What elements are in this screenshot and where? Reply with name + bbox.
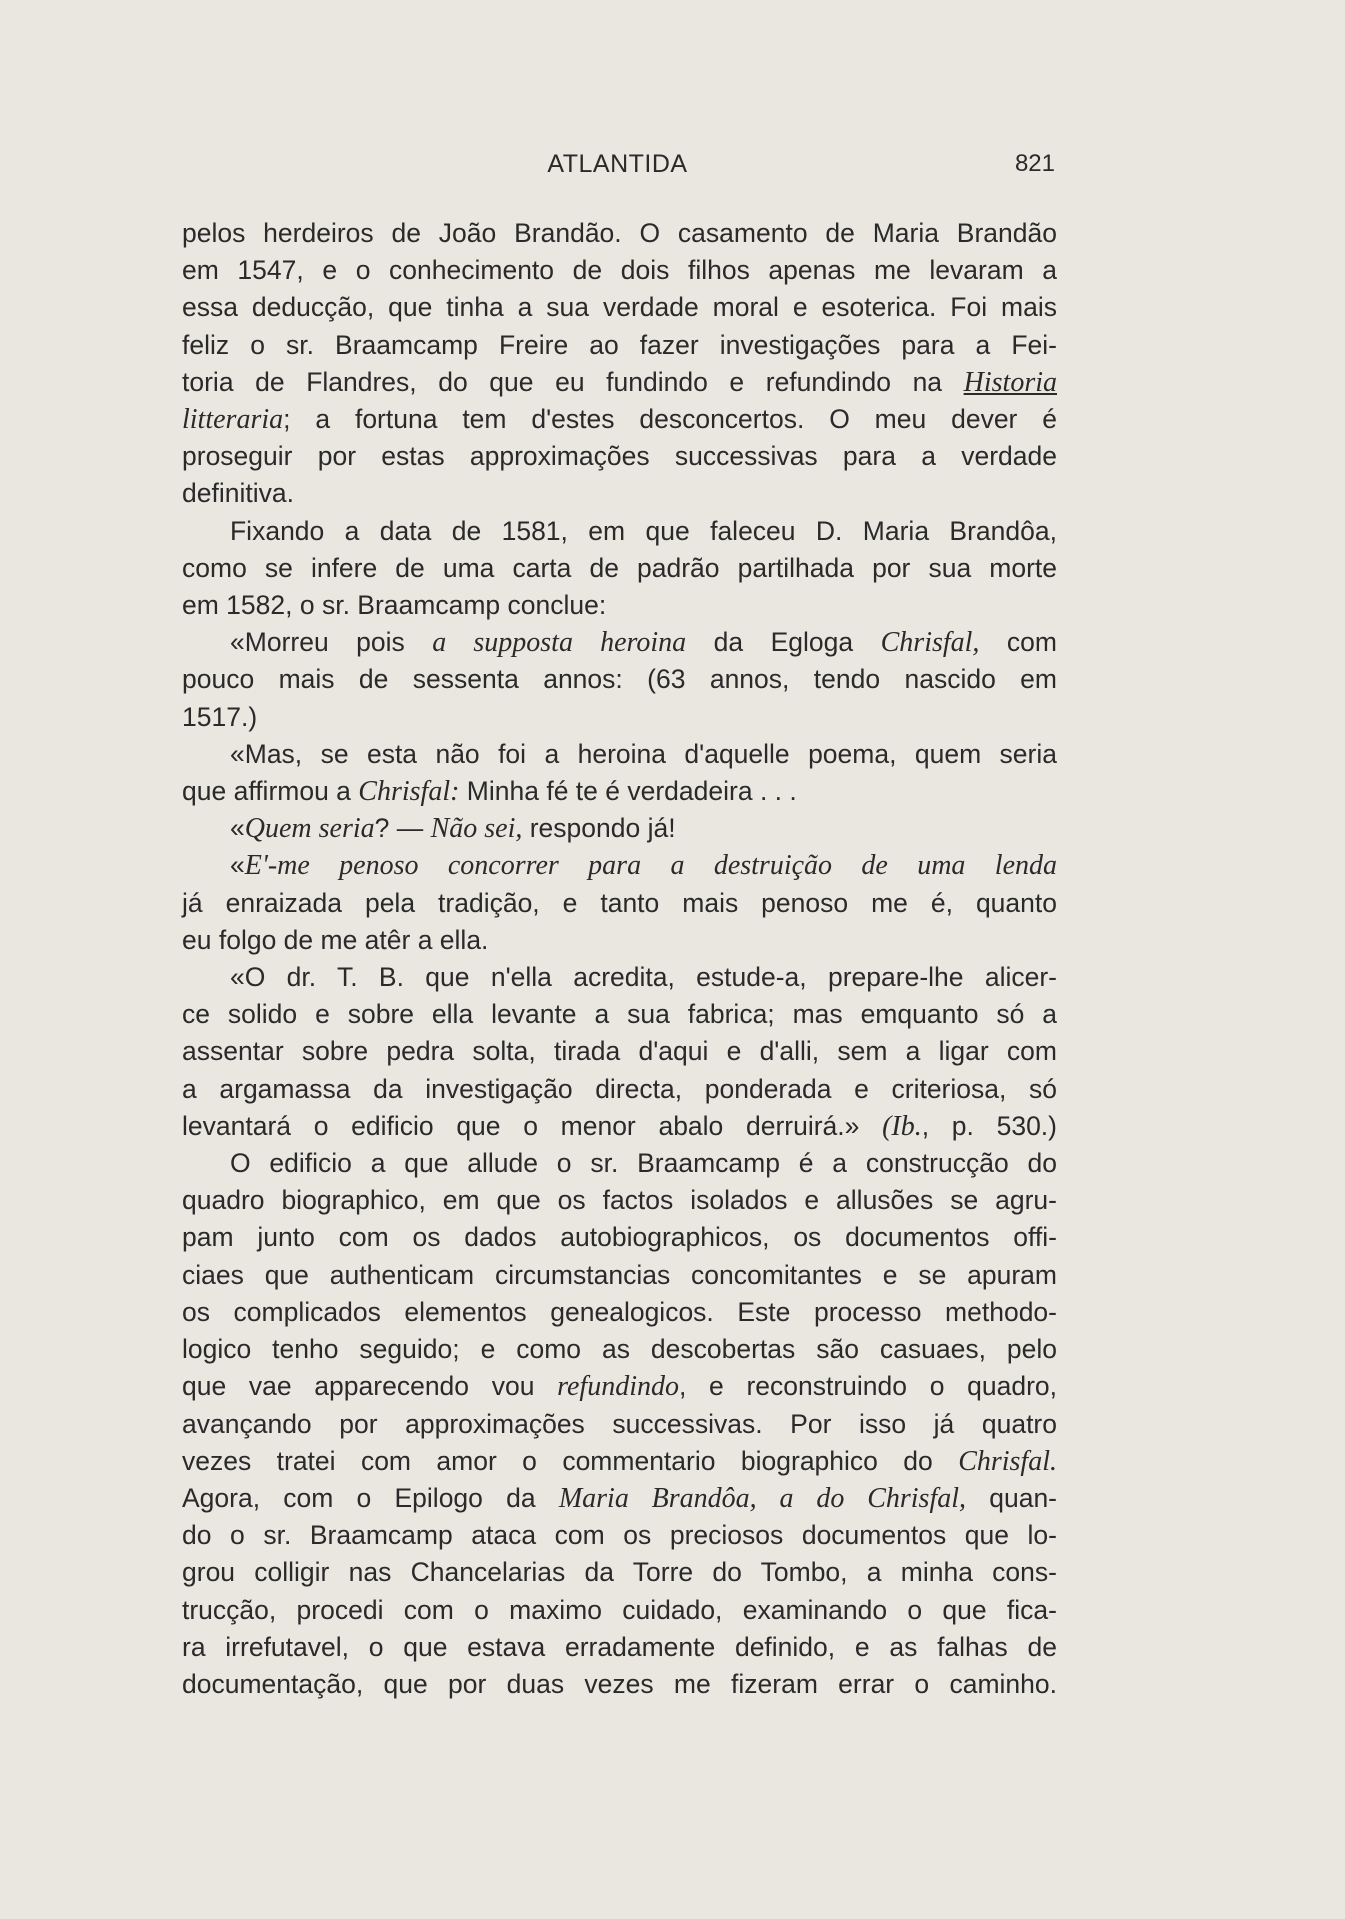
page-number: 821 <box>1014 150 1055 177</box>
text-line: 1517.) <box>182 701 258 732</box>
text-line: litteraria; a fortuna tem d'estes desconcertos. O meu dever é <box>182 404 1057 436</box>
text-line: ce solido e sobre ella levante a sua fabrica; mas emquanto só a <box>182 999 1057 1030</box>
text-line: pouco mais de sessenta annos: (63 annos, tendo nascido em <box>182 664 1057 695</box>
text-line: assentar sobre pedra solta, tirada d'aqui e d'alli, sem a ligar com <box>182 1036 1057 1067</box>
text-line: Agora, com o Epilogo da Maria Brandôa, a do Chrisfal, quan- <box>182 1482 1058 1514</box>
text-line: «Morreu pois a supposta heroina da Egloga Chrisfal, com <box>230 627 1057 659</box>
text-line: quadro biographico, em que os factos isolados e allusões se agru- <box>182 1185 1057 1216</box>
text-line: definitiva. <box>182 478 294 509</box>
text-line: ciaes que authenticam circumstancias concomitantes e se apuram <box>182 1259 1057 1290</box>
text-line: os complicados elementos genealogicos. Este processo methodo- <box>182 1296 1057 1327</box>
text-line: pam junto com os dados autobiographicos, os documentos offi- <box>182 1222 1057 1253</box>
text-line: Fixando a data de 1581, em que faleceu D. Maria Brandôa, <box>230 515 1057 546</box>
text-line: em 1582, o sr. Braamcamp conclue: <box>182 590 607 621</box>
text-line: que affirmou a Chrisfal: Minha fé te é verdadeira . . . <box>182 776 797 808</box>
text-line: como se infere de uma carta de padrão partilhada por sua morte <box>182 552 1057 583</box>
text-line: toria de Flandres, do que eu fundindo e refundindo na Historia <box>182 366 1057 398</box>
text-line: avançando por approximações successivas. Por isso já quatro <box>182 1408 1057 1439</box>
text-line: «Quem seria? — Não sei, respondo já! <box>230 813 676 845</box>
text-line: ra irrefutavel, o que estava erradamente definido, e as falhas de <box>182 1631 1057 1662</box>
text-line: essa deducção, que tinha a sua verdade moral e esoterica. Foi mais <box>182 292 1057 323</box>
text-line: trucção, procedi com o maximo cuidado, examinando o que fica- <box>182 1594 1057 1625</box>
text-line: logico tenho seguido; e como as descobertas são casuaes, pelo <box>182 1334 1057 1365</box>
body-text <box>182 215 1057 1703</box>
text-line: já enraizada pela tradição, e tanto mais penoso me é, quanto <box>182 887 1057 918</box>
text-line: feliz o sr. Braamcamp Freire ao fazer investigações para a Fei- <box>182 329 1057 360</box>
text-line: O edificio a que allude o sr. Braamcamp é a construcção do <box>230 1148 1057 1179</box>
text-line: proseguir por estas approximações successivas para a verdade <box>182 441 1057 472</box>
running-title: ATLANTIDA <box>547 150 688 178</box>
text-line: do o sr. Braamcamp ataca com os preciosos documentos que lo- <box>182 1520 1057 1551</box>
text-line: documentação, que por duas vezes me fizeram errar o caminho. <box>182 1668 1057 1699</box>
text-line: levantará o edificio que o menor abalo derruirá.» (Ib., p. 530.) <box>182 1110 1057 1142</box>
text-line: que vae apparecendo vou refundindo, e reconstruindo o quadro, <box>182 1371 1057 1403</box>
text-line: vezes tratei com amor o commentario biographico do Chrisfal. <box>182 1445 1057 1477</box>
text-line: grou colligir nas Chancelarias da Torre do Tombo, a minha cons- <box>182 1557 1057 1588</box>
text-line: «O dr. T. B. que n'ella acredita, estude-a, prepare-lhe alicer- <box>230 962 1057 993</box>
text-line: «E'-me penoso concorrer para a destruição de uma lenda <box>230 850 1057 882</box>
running-header <box>175 150 1060 186</box>
text-line: «Mas, se esta não foi a heroina d'aquelle poema, quem seria <box>230 738 1057 769</box>
text-line: eu folgo de me atêr a ella. <box>182 924 489 955</box>
text-line: pelos herdeiros de João Brandão. O casamento de Maria Brandão <box>182 218 1057 248</box>
text-line: a argamassa da investigação directa, ponderada e criteriosa, só <box>182 1073 1057 1104</box>
text-line: em 1547, e o conhecimento de dois filhos apenas me levaram a <box>182 255 1057 286</box>
